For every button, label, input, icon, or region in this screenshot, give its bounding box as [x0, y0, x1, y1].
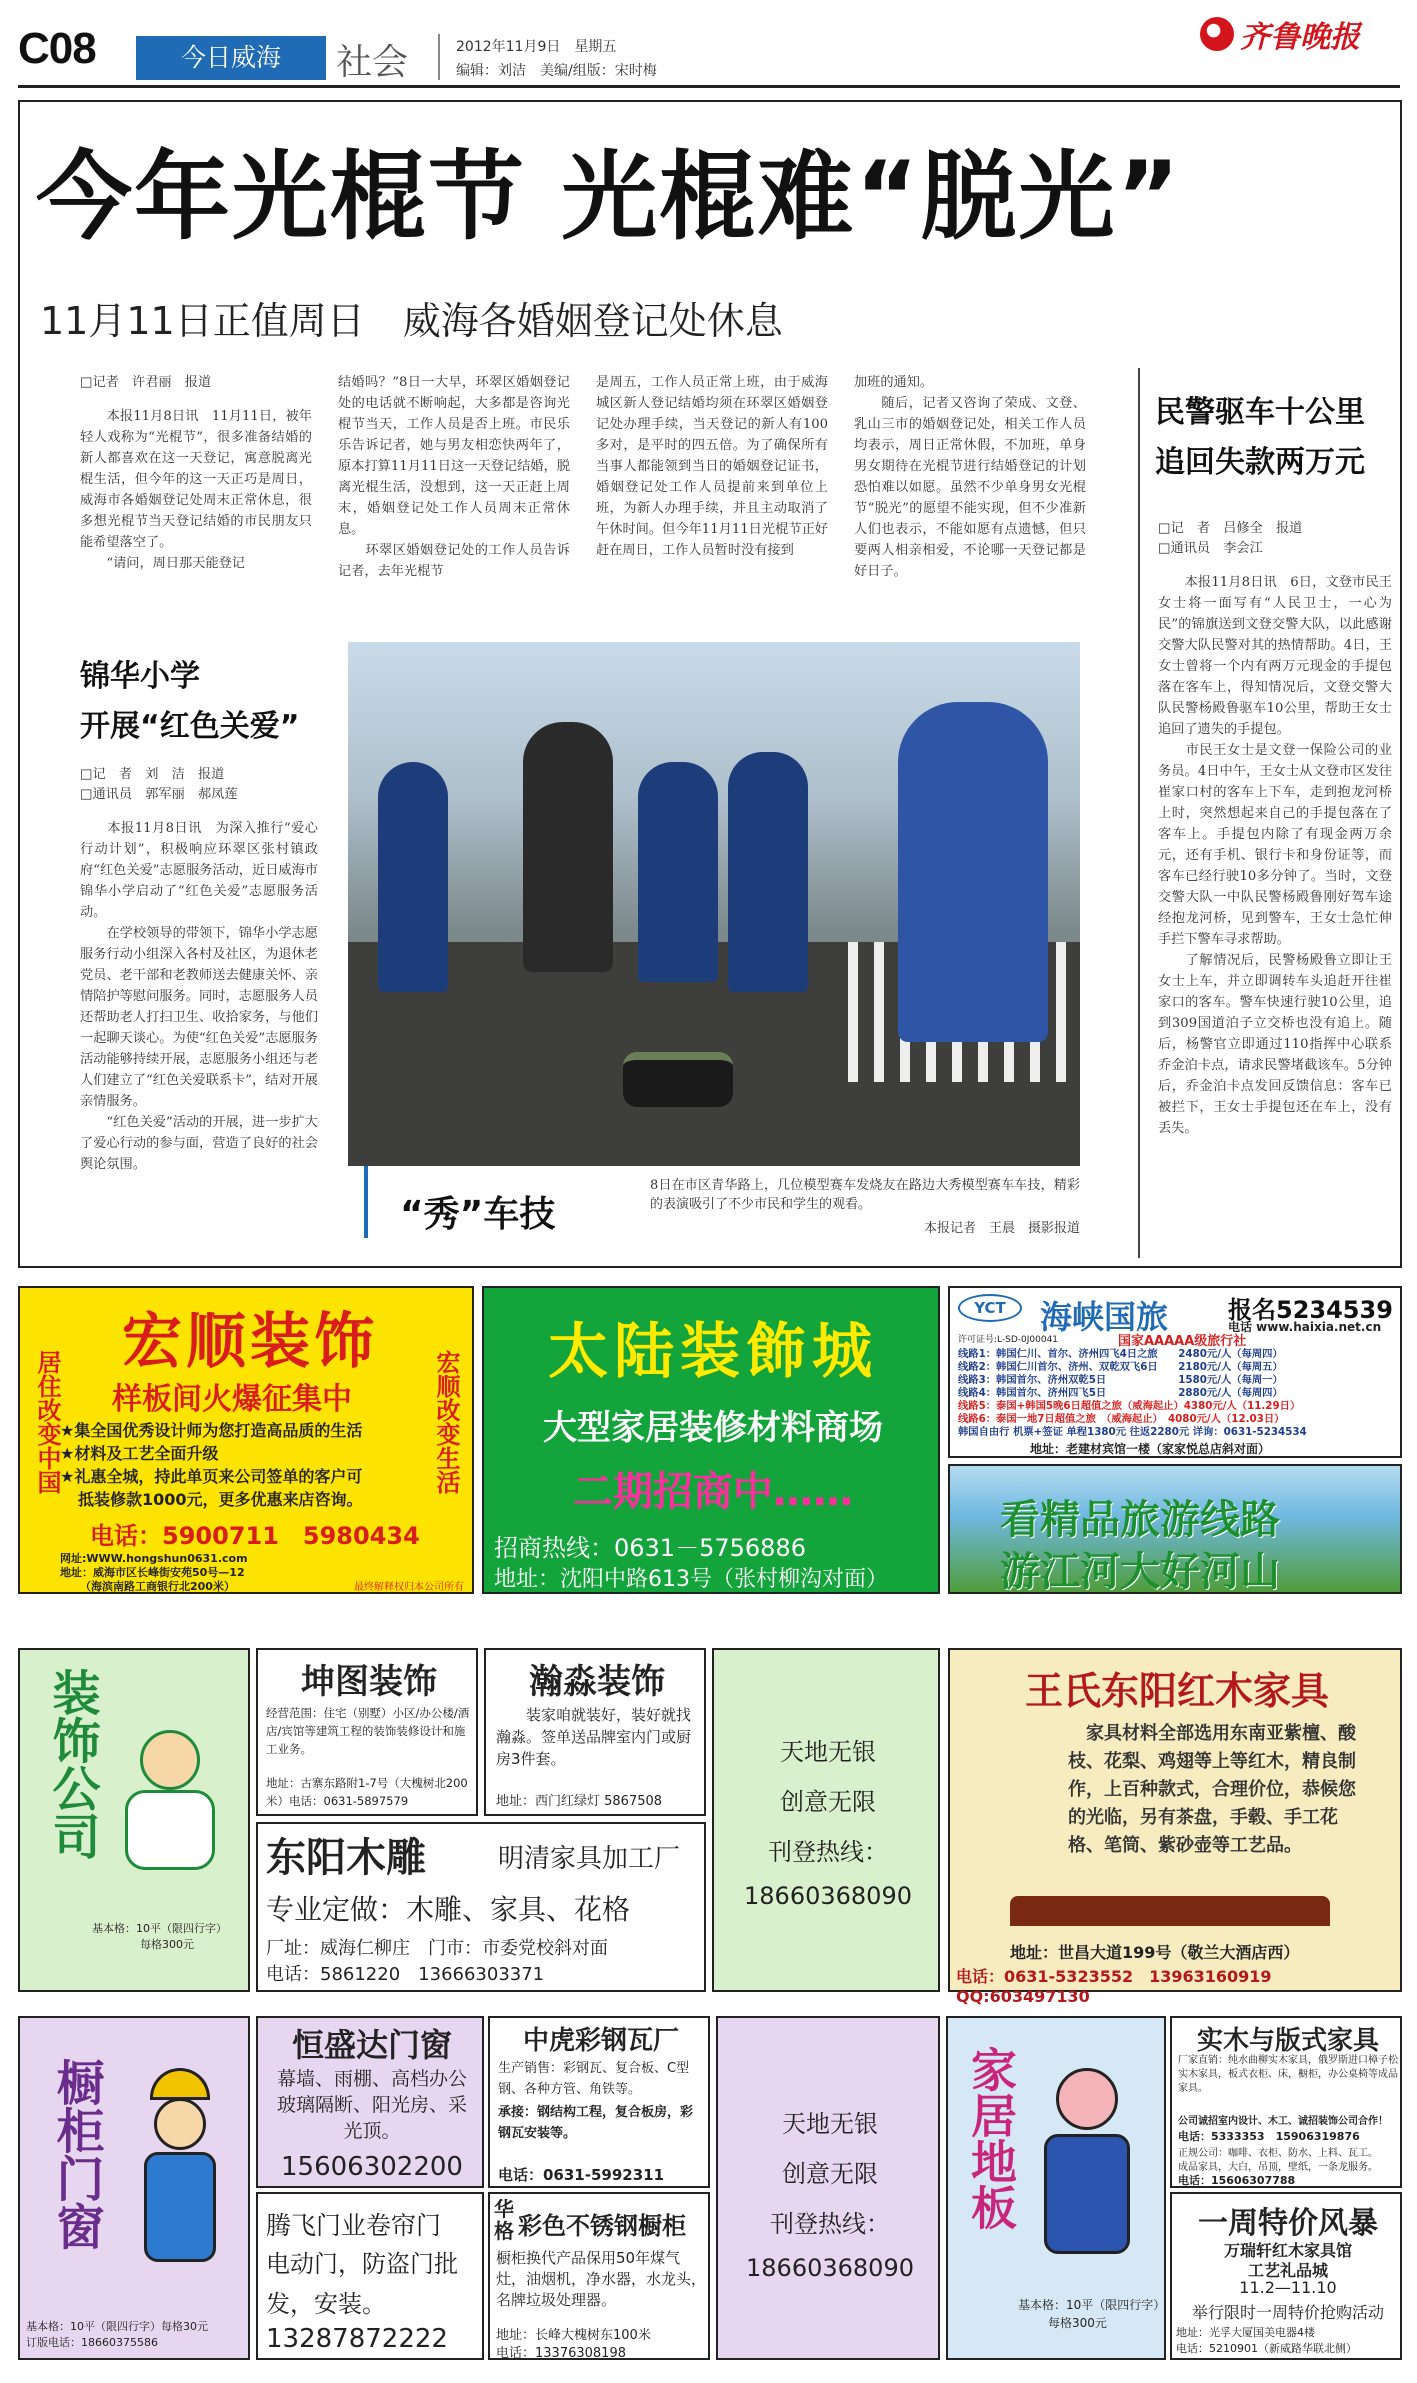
- haixia-phone: 报名5234539: [1228, 1296, 1393, 1324]
- kuntu-title: 坤图装饰: [301, 1662, 437, 1702]
- hanmiao-address: 地址：西门红绿灯 5867508: [496, 1794, 663, 1809]
- header-divider: [438, 34, 440, 80]
- issue-date: 2012年11月9日 星期五: [456, 39, 617, 55]
- haixia-route-item: 线路4：韩国首尔、济州四飞5日 2880元/人（每周四）: [958, 1387, 1283, 1399]
- hongshun-addr-2: （海滨南路工商银行北200米）: [80, 1580, 235, 1593]
- police-byline-2: □通讯员 李会江: [1158, 541, 1263, 556]
- ad-tailu[interactable]: [482, 1286, 940, 1594]
- page-code: C08: [18, 24, 96, 73]
- dongyang-address: 厂址：威海仁柳庄 门市：市委党校斜对面: [266, 1938, 608, 1959]
- hengshengda-phone: 15606302200: [281, 2152, 463, 2182]
- editors-line: 编辑：刘洁 美编/组版：宋时梅: [456, 63, 657, 79]
- hengshengda-title: 恒盛达门窗: [291, 2026, 452, 2064]
- photo-person-man: [523, 722, 613, 972]
- shimu-body-3: 正规公司：咖啡、衣柜、防水、上料、瓦工。: [1178, 2148, 1378, 2159]
- school-byline-2: □通讯员 郭军丽 郝凤莲: [80, 787, 238, 802]
- weekly-dates: 11.2—11.10: [1239, 2278, 1337, 2297]
- weekly-subtitle-2: 工艺礼品城: [1247, 2261, 1328, 2280]
- school-byline-1: □记 者 刘 洁 报道: [80, 767, 225, 782]
- photo-credit: 本报记者 王晨 摄影报道: [923, 1221, 1080, 1236]
- ad-hengshengda[interactable]: [256, 2016, 484, 2188]
- shimu-title: 实木与版式家具: [1196, 2026, 1379, 2056]
- ad-decor-company[interactable]: [18, 1648, 250, 1992]
- sub-headline: 11月11日正值周日 威海各婚姻登记处休息: [40, 299, 783, 343]
- header-rule: [18, 85, 1400, 88]
- ad-tiandi-2[interactable]: [716, 2016, 940, 2360]
- ad-home-floor[interactable]: [946, 2016, 1166, 2360]
- weekly-subtitle: 万瑞轩红木家具馆: [1223, 2241, 1352, 2260]
- hongshun-banner: 样板间火爆征集中: [112, 1382, 352, 1417]
- shimu-phone-2: 电话：15606307788: [1178, 2174, 1296, 2187]
- hengshengda-body: 幕墙、雨棚、高档办公玻璃隔断、阳光房、采光顶。: [276, 2068, 467, 2142]
- lead-col-4: 加班的通知。 随后，记者又咨询了荣成、文登、乳山三市的婚姻登记处，相关工作人员均表示，周日正常休假，不加班，单身男女期待在光棍节进行结婚登记的计划恐怕难以如愿。虽然不少单身男女光棍节“脱光”的愿望不能实现，但不少准新人们也表示，不能如愿有点遗憾，但只要两人相亲相爱，不论哪一天登记都是好日子。: [854, 375, 1086, 579]
- photo-person-student-2: [638, 762, 718, 982]
- zhonghu-body-2: 承接：钢结构工程，复合板房，彩钢瓦安装等。: [498, 2105, 694, 2141]
- hongshun-bullet-2: ★材料及工艺全面升级: [60, 1444, 219, 1463]
- haixia-route-item: 线路5：泰国+韩国5晚6日超值之旅（威海起止）4380元/人（11.29日）: [958, 1400, 1301, 1412]
- ad-kuntu[interactable]: [256, 1648, 478, 1816]
- decor-price-1: 基本格：10平（限四行字）: [92, 1922, 227, 1935]
- column-divider: [1138, 368, 1140, 1258]
- zhonghu-body-1: 生产销售：彩钢瓦、复合板、C型钢、各种方管、角铁等。: [498, 2061, 690, 2097]
- police-body: 本报11月8日讯 6日，文登市民王女士将一面写有“人民卫士，一心为民”的锦旗送到文登交警大队，以此感谢交警大队民警对其的热情帮助。4日，王女士曾将一个内有两万元现金的手提包落在客车上，得知情况后，文登交警大队民警杨殿鲁驱车10公里，帮助王女士追回了遗失的手提包。 市民王女士是文登一保险公司的业务员。4日中午，王女士从文登市区发往崔家口村的客车上下车，走到抱龙河桥上时，突然想起来自己的手提包落在了客车上。手提包内除了有现金两万余元，还有手机、银行卡和身份证等，而客车已经行驶10多分钟了。当时，文登交警大队一中队民警杨殿鲁刚好驾车途经抱龙河桥，见到警车，王女士急忙伸手拦下警车寻求帮助。 了解情况后，民警杨殿鲁立即让王女士上车，并立即调转车头追赶开往崔家口的客车。警车快速行驶10公里，追到309国道泊子立交桥也没有追上。随后，杨警官立即通过110指挥中心联系乔金泊卡点，请求民警堵截该车。5分钟后，乔金泊卡点发回反馈信息：客车已被拦下，王女士手提包还在车上，没有丢失。: [1158, 575, 1392, 1136]
- ad-weekly-sale[interactable]: [1170, 2192, 1402, 2360]
- hongshun-phone-number: 5900711 5980434: [162, 1522, 420, 1550]
- ad-haixia[interactable]: [948, 1286, 1402, 1458]
- ad-zhonghu[interactable]: [488, 2016, 710, 2188]
- huage-address: 地址：长峰大槐树东100米: [496, 2328, 651, 2343]
- ad-huage[interactable]: [488, 2192, 710, 2360]
- home-floor-price-2: 每格300元: [1048, 2316, 1107, 2330]
- dongyang-line: 专业定做：木雕、家具、花格: [266, 1893, 631, 1926]
- tiandi2-line-4: 18660368090: [746, 2254, 914, 2282]
- photo-person-student-3: [728, 752, 808, 992]
- cabinet-price-1: 基本格：10平（限四行字）每格30元: [26, 2320, 208, 2333]
- zhonghu-phone: 电话：0631-5992311: [498, 2166, 665, 2184]
- photo-title-bar: [364, 1166, 368, 1238]
- section-name: 社会: [336, 42, 409, 83]
- decor-worker-icon: [115, 1730, 225, 1880]
- home-floor-title: 家居地板: [964, 2046, 1018, 2230]
- travel-line-2: 游江河大好河山: [1000, 1549, 1280, 1595]
- zhonghu-title: 中虎彩钢瓦厂: [522, 2026, 679, 2056]
- decor-company-title: 装饰公司: [44, 1668, 100, 1860]
- photo-person-worker: [898, 702, 1048, 1042]
- tiandi1-line-1: 天地无银: [780, 1738, 876, 1766]
- haixia-badge: 国家AAAAA级旅行社: [1118, 1334, 1247, 1349]
- police-story-title: [1155, 388, 1365, 488]
- police-byline-1: □记 者 吕修全 报道: [1158, 521, 1303, 536]
- tiandi1-line-2: 创意无限: [780, 1788, 876, 1816]
- ad-dongyang[interactable]: [256, 1822, 706, 1992]
- dongyang-title: 东阳木雕: [266, 1835, 426, 1881]
- lead-byline: □记者 许君丽 报道: [80, 375, 212, 390]
- ad-tengfei[interactable]: [256, 2192, 484, 2360]
- huage-small-title: 华格: [494, 2197, 514, 2243]
- weekly-phone: 电话：5210901（新威路华联北侧）: [1176, 2342, 1357, 2355]
- shimu-body-1: 厂家直销：纯水曲柳实木家具，俄罗斯进口樟子松实木家具，板式衣柜、床，橱柜，办公桌椅等成品家具。: [1178, 2055, 1398, 2094]
- school-title-line1: 锦华小学: [80, 659, 200, 694]
- ad-hanmiao[interactable]: [484, 1648, 706, 1816]
- tailu-subtitle: 大型家居装修材料商场: [543, 1408, 883, 1448]
- huage-body: 橱柜换代产品保用50年煤气灶，油烟机，净水器，水龙头，名牌垃圾处理器。: [496, 2249, 707, 2309]
- home-floor-plumber-icon: [1032, 2068, 1142, 2268]
- school-body: 本报11月8日讯 为深入推行“爱心行动计划”，积极响应环翠区张村镇政府“红色关爱”志愿服务活动，近日威海市锦华小学启动了“红色关爱”志愿服务活动。 在学校领导的带领下，锦华小学志愿服务行动小组深入各村及社区，为退休老党员、老干部和老教师送去健康关怀、亲情陪护等慰问服务。同时，志愿服务人员还帮助老人打扫卫生、收拾家务，与他们一起聊天谈心。为使“红色关爱”志愿服务活动能够持续开展，志愿服务小组还与老人们建立了“红色关爱联系卡”，结对开展亲情服务。 “红色关爱”活动的开展，进一步扩大了爱心行动的参与面，营造了良好的社会舆论氛围。: [80, 821, 318, 1172]
- photo-caption: 8日在市区青华路上，几位模型赛车发烧友在路边大秀模型赛车车技，精彩的表演吸引了不少市民和学生的观看。: [650, 1178, 1080, 1212]
- hongshun-phone: [90, 1516, 420, 1551]
- wangshi-furniture-icon: [1010, 1896, 1330, 1926]
- tailu-address: 地址：沈阳中路613号（张村柳沟对面）: [494, 1567, 888, 1592]
- ad-tiandi-1[interactable]: [712, 1648, 940, 1992]
- hongshun-title: 宏顺装饰: [122, 1307, 378, 1377]
- haixia-name: 海峡国旅: [1040, 1298, 1169, 1336]
- hongshun-note: 最终解释权归本公司所有: [354, 1582, 464, 1593]
- paper-name: 齐鲁晚报: [1240, 20, 1360, 55]
- ad-wangshi[interactable]: [948, 1648, 1402, 2006]
- tengfei-body: 电动门，防盗门批发，安装。: [266, 2250, 458, 2318]
- wangshi-body: 家具材料全部选用东南亚紫檀、酸枝、花梨、鸡翅等上等红木，精良制作，上百种款式，合理价位，恭候您的光临，另有茶盘，手毂、手工花格、笔筒、紫砂壶等工艺品。: [1068, 1723, 1356, 1856]
- news-photo: [348, 642, 1080, 1166]
- haixia-route-item: 线路6：泰国一地7日超值之旅 （威海起止） 4080元/人（12.03日）: [958, 1413, 1285, 1425]
- haixia-logo: YCT: [958, 1294, 1022, 1322]
- shimu-body-4: 成品家具，大白，吊顶，壁纸，一条龙服务。: [1178, 2162, 1378, 2173]
- dongyang-phone: 电话：5861220 13666303371: [266, 1964, 545, 1985]
- lead-col-2: 结婚吗？”8日一大早，环翠区婚姻登记处的电话就不断响起，大多都是咨询光棍节当天，工作人员是否上班。市民乐乐告诉记者，她与男友相恋快两年了，原本打算11月11日这一天登记结婚，脱离光棍生活，没想到，这一天正赶上周末，婚姻登记处工作人员周末正常休息。 环翠区婚姻登记处的工作人员告诉记者，去年光棍节: [338, 375, 570, 579]
- wangshi-title: 王氏东阳红木家具: [1024, 1669, 1329, 1713]
- photo-rc-car: [623, 1052, 733, 1107]
- huage-title: 彩色不锈钢橱柜: [518, 2212, 686, 2240]
- haixia-route-item: 线路3：韩国首尔、济州双乾5日 1580元/人（每周一）: [958, 1374, 1283, 1386]
- cabinet-title: 橱柜门窗: [48, 2058, 104, 2250]
- weekly-line: 举行限时一周特价抢购活动: [1191, 2303, 1384, 2322]
- school-title-line2: 开展“红色关爱”: [80, 709, 300, 744]
- hongshun-web: 网址:WWW.hongshun0631.com: [60, 1552, 248, 1565]
- ad-shimu[interactable]: [1170, 2016, 1402, 2188]
- hongshun-bullet-3: ★礼惠全城，持此单页来公司签单的客户可: [60, 1467, 363, 1486]
- cabinet-worker-icon: [130, 2068, 230, 2268]
- school-story-title: [80, 652, 299, 752]
- home-floor-price-1: 基本格：10平（限四行字）: [1018, 2298, 1166, 2312]
- weekly-title: 一周特价风暴: [1198, 2206, 1378, 2241]
- shimu-phone-1: 电话：5333353 15906319876: [1178, 2130, 1360, 2143]
- kuntu-address: 地址：古寨东路附1-7号（大槐树北200米）电话：0631-5897579: [266, 1776, 468, 1808]
- paper-logo: [1200, 12, 1360, 56]
- tengfei-phone: 13287872222: [266, 2324, 448, 2354]
- huage-phone: 电话：13376308198: [496, 2346, 626, 2361]
- ad-cabinet[interactable]: [18, 2016, 250, 2360]
- photo-title: “秀”车技: [400, 1194, 556, 1235]
- ad-hongshun[interactable]: [18, 1286, 474, 1594]
- tiandi2-line-3: 刊登热线：: [770, 2210, 890, 2238]
- weekly-address: 地址：光孚大厦国美电器4楼: [1176, 2326, 1315, 2339]
- tiandi1-line-4: 18660368090: [744, 1882, 912, 1910]
- shimu-body-2: 公司诚招室内设计、木工、诚招装饰公司合作！: [1178, 2116, 1388, 2127]
- tiandi2-line-2: 创意无限: [782, 2160, 878, 2188]
- haixia-route-item: 线路2：韩国仁川首尔、济州、双乾双飞6日 2180元/人（每周五）: [958, 1361, 1283, 1373]
- wangshi-address: 地址：世昌大道199号（敬兰大酒店西）: [1010, 1943, 1300, 1962]
- hongshun-phone-label: 电话：: [90, 1522, 162, 1550]
- police-title-line2: 追回失款两万元: [1155, 445, 1365, 480]
- section-tag: 今日威海: [136, 36, 326, 80]
- hongshun-addr: 地址：威海市区长峰街安苑50号—12: [60, 1566, 245, 1579]
- wangshi-phone: 电话：0631-5323552 13963160919 QQ:603497130: [956, 1967, 1288, 2006]
- haixia-address: 地址：老建材宾馆一楼（家家悦总店斜对面）: [1030, 1442, 1271, 1456]
- haixia-license: 许可证号:L-SD-0J00041: [958, 1335, 1059, 1345]
- hanmiao-body: 装家咱就装好，装好就找瀚淼。签单送品牌室内门或厨房3件套。: [496, 1706, 692, 1768]
- hongshun-left-slogan: 居住改变中国: [33, 1350, 61, 1494]
- dongyang-subtitle: 明清家具加工厂: [498, 1844, 681, 1874]
- hongshun-bullet-4: 抵装修款1000元，更多优惠来店咨询。: [78, 1490, 363, 1509]
- haixia-web: 电话 www.haixia.net.cn: [1228, 1320, 1382, 1334]
- police-title-line1: 民警驱车十公里: [1155, 395, 1365, 430]
- lead-col-3: 是周五，工作人员正常上班，由于威海城区新人登记结婚均须在环翠区婚姻登记处办理手续，当天登记的新人有100多对，是平时的四五倍。为了确保所有当事人都能领到当日的婚姻登记证书，婚姻登记处工作人员提前来到单位上班，为新人办理手续，并且主动取消了午休时间。但今年11月11日光棍节正好赶在周日，工作人员暂时没有接到: [596, 375, 828, 558]
- tailu-hotline: 招商热线：0631－5756886: [494, 1534, 806, 1562]
- kuntu-body: 经营范围：住宅（别墅）小区/办公楼/酒店/宾馆等建筑工程的装饰装修设计和施工业务。: [266, 1706, 470, 1756]
- hanmiao-title: 瀚淼装饰: [529, 1662, 665, 1702]
- ad-travel[interactable]: [948, 1464, 1402, 1594]
- haixia-routes: [958, 1348, 1307, 1439]
- haixia-route-item: 线路1：韩国仁川、首尔、济州四飞4日之旅 2480元/人（每周四）: [958, 1348, 1283, 1360]
- tailu-promo: 二期招商中……: [573, 1469, 853, 1515]
- tiandi2-line-1: 天地无银: [782, 2110, 878, 2138]
- decor-price-2: 每格300元: [140, 1938, 194, 1951]
- photo-person-student-1: [378, 762, 448, 992]
- haixia-route-item: 韩国自由行 机票+签证 单程1380元 往返2280元 详询：0631-5234534: [958, 1426, 1307, 1438]
- cabinet-price-2: 订版电话：18660375586: [26, 2336, 158, 2349]
- travel-line-1: 看精品旅游线路: [1000, 1497, 1280, 1543]
- tiandi1-line-3: 刊登热线：: [768, 1838, 888, 1866]
- hongshun-bullet-1: ★集全国优秀设计师为您打造高品质的生活: [60, 1421, 363, 1440]
- tengfei-title: 腾飞门业卷帘门: [266, 2211, 442, 2240]
- hongshun-right-slogan: 宏顺改变生活: [432, 1350, 460, 1494]
- headline: 今年光棍节 光棍难“脱光”: [36, 141, 1182, 253]
- lead-col-1: 本报11月8日讯 11月11日，被年轻人戏称为“光棍节”，很多准备结婚的新人都喜欢在这一天登记，寓意脱离光棍生活，但今年的这一天正巧是周日，威海市各婚姻登记处周末正常休息，很多想光棍节当天登记结婚的市民朋友只能希望落空了。 “请问，周日那天能登记: [80, 409, 312, 571]
- logo-swirl-icon: [1200, 17, 1234, 51]
- tailu-title: 太陆装飾城: [548, 1317, 878, 1387]
